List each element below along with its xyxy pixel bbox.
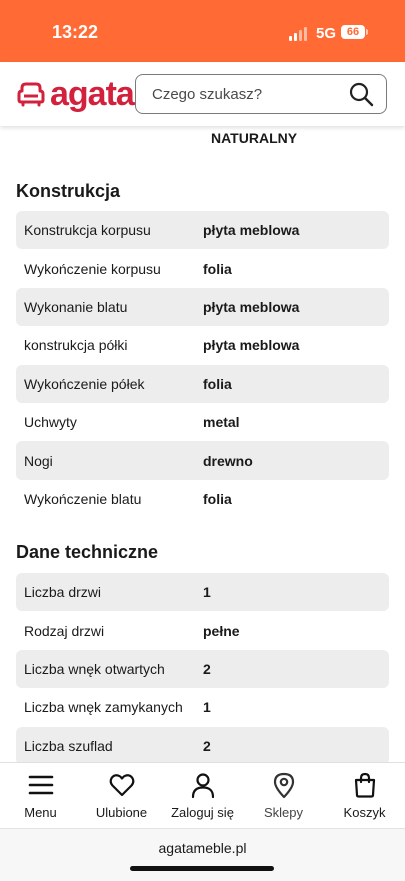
spec-value: płyta meblowa xyxy=(203,222,300,239)
spec-label: Liczba wnęk zamykanych xyxy=(24,699,183,716)
menu-icon xyxy=(27,771,55,799)
spec-value: metal xyxy=(203,414,240,431)
spec-label: Uchwyty xyxy=(24,414,77,431)
nav-menu[interactable] xyxy=(0,763,81,829)
logo-text: agata xyxy=(50,75,134,113)
url-text[interactable]: agatameble.pl xyxy=(158,840,247,856)
nav-stores-label: Sklepy xyxy=(263,805,304,820)
spec-value: NATURALNY xyxy=(211,130,298,146)
nav-login-label: Zaloguj się xyxy=(171,805,234,820)
heart-icon xyxy=(108,771,136,799)
spec-label: Nogi xyxy=(24,452,53,469)
spec-row xyxy=(16,573,389,611)
nav-cart-label: Koszyk xyxy=(343,805,386,820)
nav-cart[interactable] xyxy=(324,763,405,829)
nav-favorites-label: Ulubione xyxy=(95,805,148,820)
bottom-navigation xyxy=(0,762,405,829)
sofa-logo-icon xyxy=(16,79,46,109)
signal-icon xyxy=(289,27,309,41)
section-title-dane-techniczne: Dane techniczne xyxy=(16,542,159,562)
user-icon xyxy=(189,771,217,799)
spec-value: pełne xyxy=(203,622,240,639)
spec-table-konstrukcja xyxy=(16,211,389,518)
spec-value: płyta meblowa xyxy=(203,298,300,315)
network-type: 5G xyxy=(316,25,337,42)
spec-table-dane-techniczne xyxy=(16,573,389,762)
nav-menu-label: Menu xyxy=(24,805,57,820)
spec-row xyxy=(16,480,389,518)
location-pin-icon xyxy=(270,771,298,799)
agata-logo[interactable] xyxy=(16,76,134,112)
site-header xyxy=(0,62,405,126)
spec-row xyxy=(16,211,389,249)
spec-value: płyta meblowa xyxy=(203,337,300,354)
spec-label: Konstrukcja korpusu xyxy=(24,222,151,239)
spec-value: 2 xyxy=(203,737,211,754)
spec-row xyxy=(16,688,389,726)
home-indicator[interactable] xyxy=(130,866,274,871)
spec-row xyxy=(16,441,389,479)
spec-row xyxy=(16,326,389,364)
battery-cap xyxy=(366,29,368,35)
search-input[interactable] xyxy=(150,75,344,114)
spec-value: folia xyxy=(203,260,232,277)
spec-row xyxy=(16,249,389,287)
spec-label: Liczba szuflad xyxy=(24,737,113,754)
battery-level: 66 xyxy=(346,26,360,38)
spec-value: folia xyxy=(203,490,232,507)
spec-row xyxy=(16,727,389,762)
spec-label: Liczba drzwi xyxy=(24,584,102,601)
spec-label: Wykonanie blatu xyxy=(24,298,128,315)
spec-row xyxy=(16,403,389,441)
search-icon[interactable] xyxy=(348,81,374,107)
spec-row xyxy=(16,650,389,688)
spec-row xyxy=(16,611,389,649)
status-time: 13:22 xyxy=(52,22,99,42)
spec-label: Wykończenie półek xyxy=(24,375,145,392)
spec-value: folia xyxy=(203,375,232,392)
spec-label: Rodzaj drzwi xyxy=(24,622,105,639)
spec-label: Liczba wnęk otwartych xyxy=(24,660,165,677)
search-box[interactable] xyxy=(135,74,387,114)
spec-value: 2 xyxy=(203,660,211,677)
nav-stores[interactable] xyxy=(243,763,324,829)
spec-row xyxy=(16,365,389,403)
spec-label: konstrukcja półki xyxy=(24,337,128,354)
product-specs xyxy=(0,126,405,762)
browser-url-bar[interactable] xyxy=(0,828,405,881)
nav-login[interactable] xyxy=(162,763,243,829)
spec-value: 1 xyxy=(203,699,211,716)
shopping-bag-icon xyxy=(351,771,379,799)
spec-label: Wykończenie blatu xyxy=(24,490,142,507)
battery-icon xyxy=(341,25,365,39)
spec-value: 1 xyxy=(203,584,211,601)
status-bar xyxy=(0,0,405,62)
spec-row xyxy=(16,288,389,326)
section-title-konstrukcja: Konstrukcja xyxy=(16,181,121,201)
spec-label: Wykończenie korpusu xyxy=(24,260,161,277)
nav-favorites[interactable] xyxy=(81,763,162,829)
spec-value: drewno xyxy=(203,452,253,469)
